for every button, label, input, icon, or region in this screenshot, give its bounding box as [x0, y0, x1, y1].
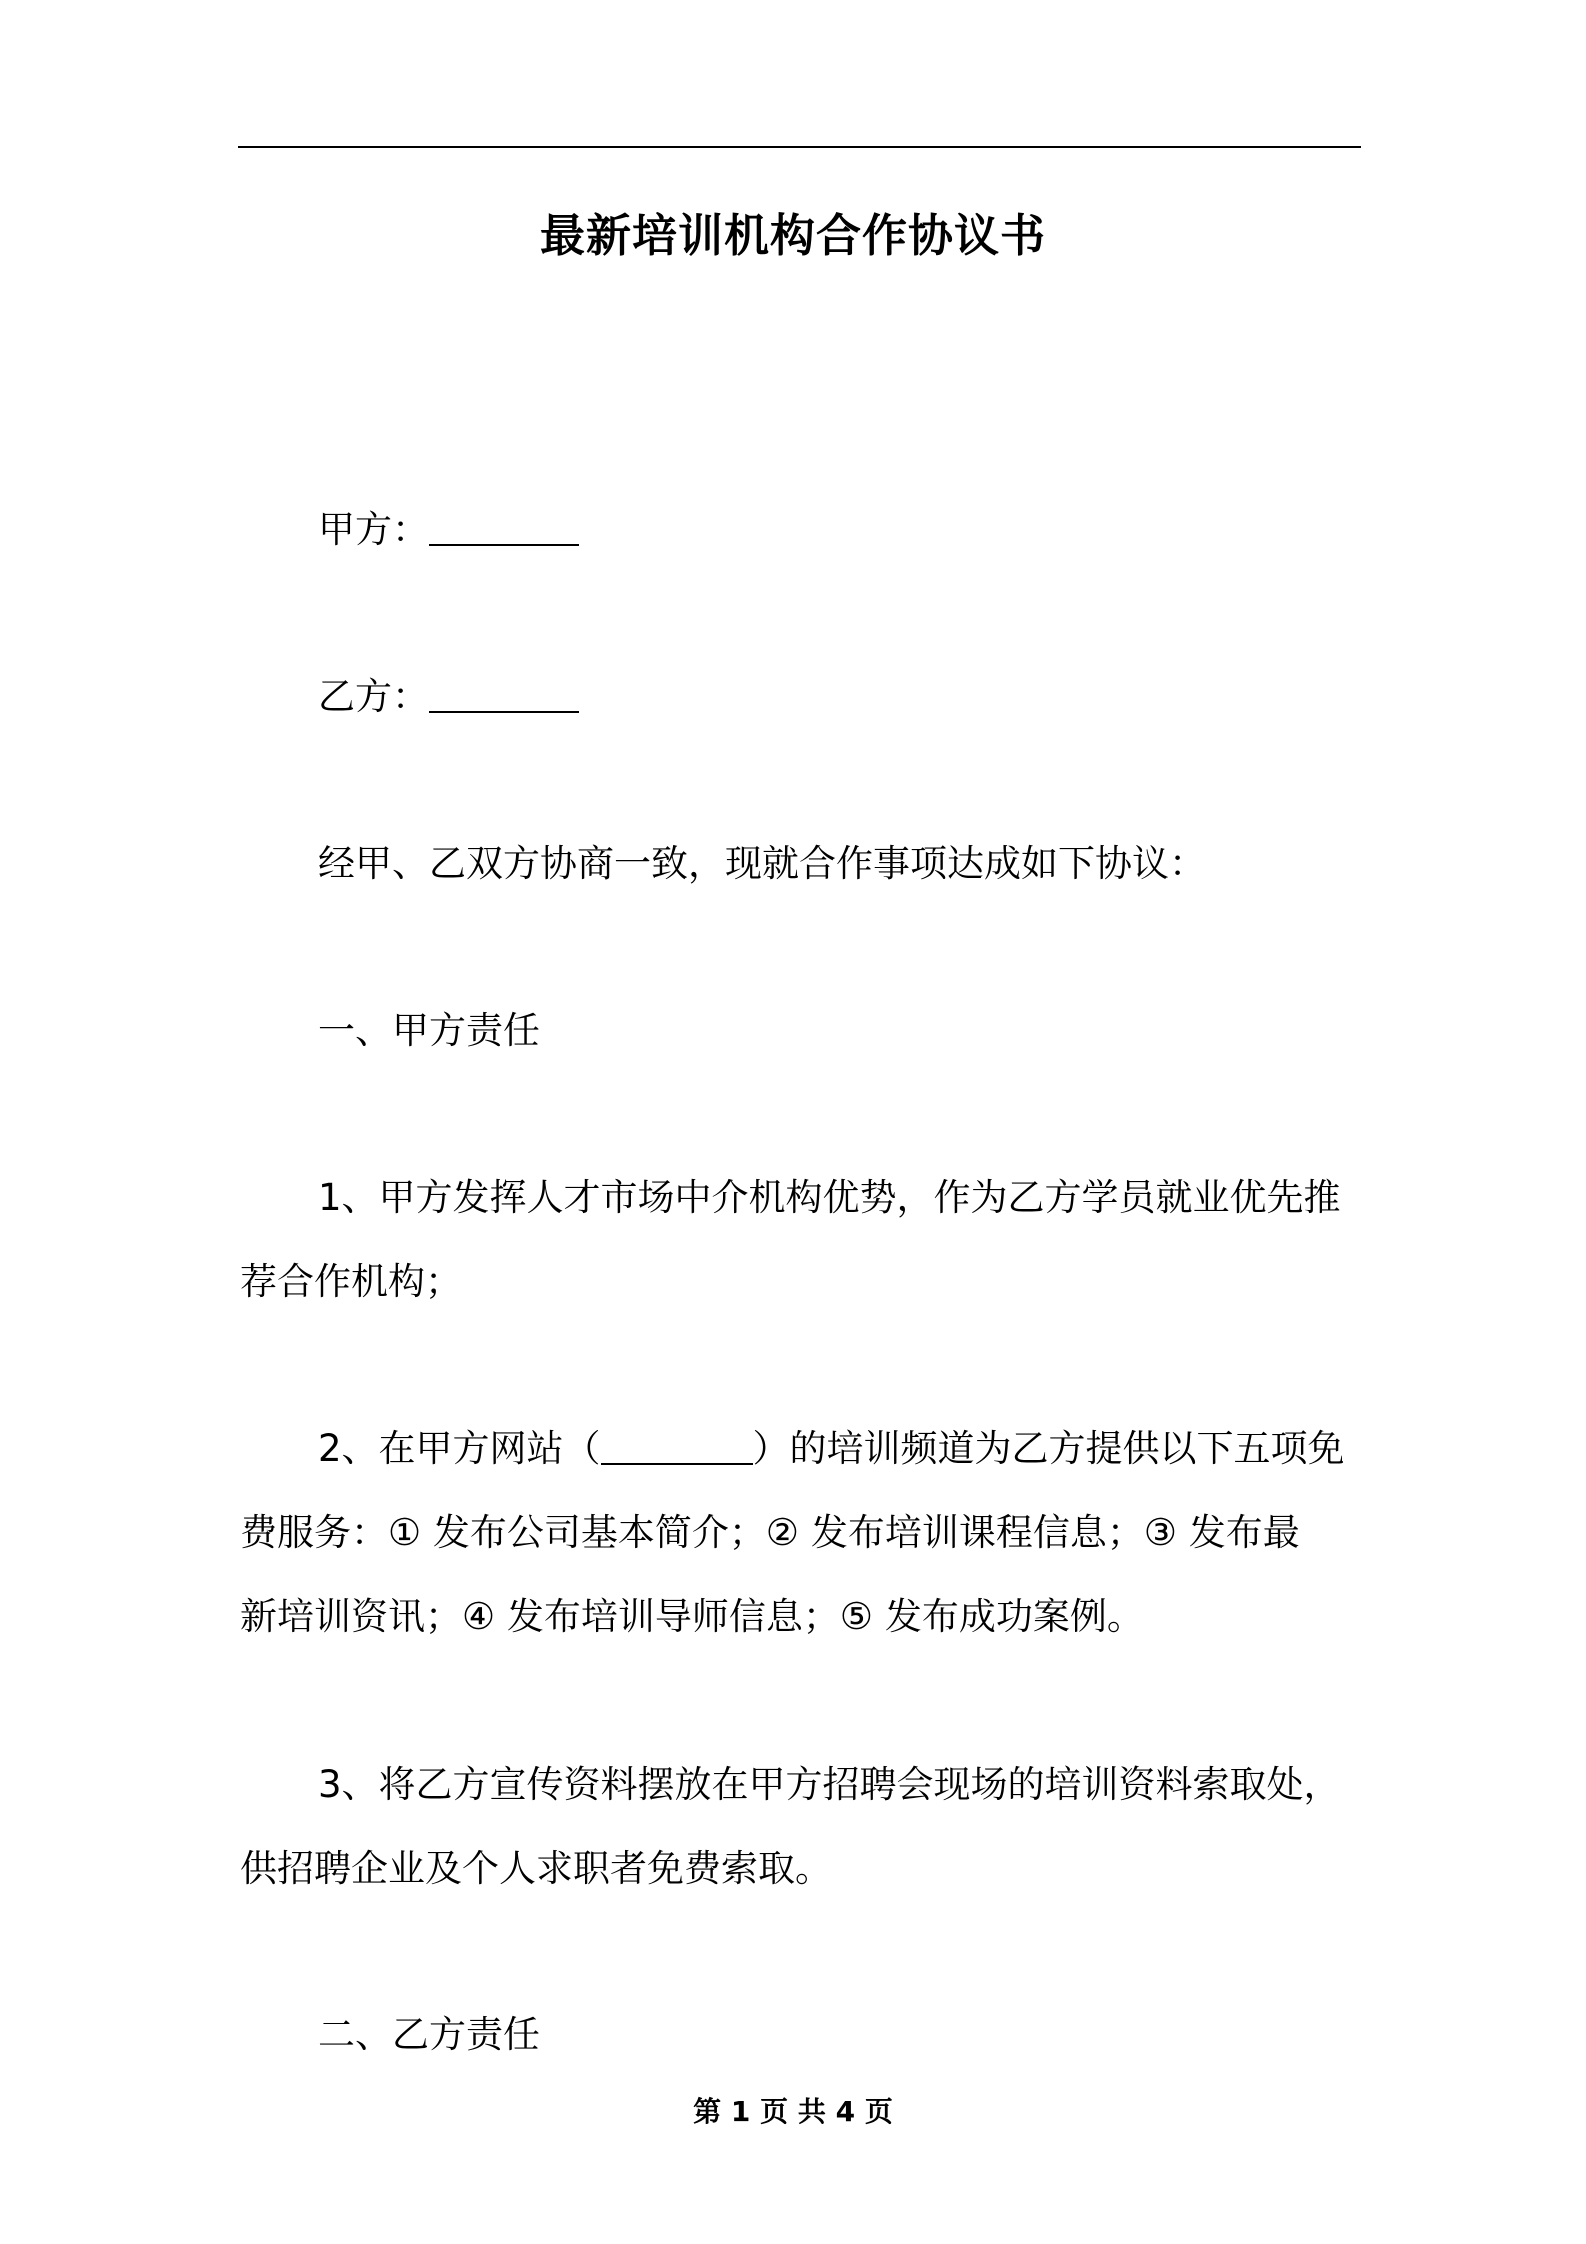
- website-blank[interactable]: [601, 1427, 753, 1465]
- party-a-line: [318, 506, 579, 554]
- intro-paragraph: 经甲、乙双方协商一致，现就合作事项达成如下协议：: [318, 842, 1206, 885]
- section-1-heading: 一、甲方责任: [318, 1009, 540, 1052]
- party-b-label: 乙方：: [318, 675, 429, 718]
- party-b-blank[interactable]: [429, 675, 579, 713]
- item-1-line-2: 荐合作机构；: [240, 1260, 462, 1303]
- item-2-line-1: [318, 1425, 1345, 1473]
- header-rule: [238, 146, 1361, 148]
- party-b-line: [318, 673, 579, 721]
- item-2-prefix: 2、在甲方网站（: [318, 1427, 601, 1470]
- document-title: 最新培训机构合作协议书: [539, 209, 1046, 262]
- section-2-heading: 二、乙方责任: [318, 2013, 540, 2056]
- item-2-line-2: 费服务：① 发布公司基本简介；② 发布培训课程信息；③ 发布最: [240, 1511, 1300, 1554]
- item-1-line-1: 1、甲方发挥人才市场中介机构优势，作为乙方学员就业优先推: [318, 1176, 1341, 1219]
- party-a-blank[interactable]: [429, 508, 579, 546]
- party-a-label: 甲方：: [318, 508, 429, 551]
- page-footer: 第 1 页 共 4 页: [693, 2095, 893, 2128]
- item-2-line-3: 新培训资讯；④ 发布培训导师信息；⑤ 发布成功案例。: [240, 1595, 1144, 1638]
- item-3-line-1: 3、将乙方宣传资料摆放在甲方招聘会现场的培训资料索取处，: [318, 1763, 1341, 1806]
- item-3-line-2: 供招聘企业及个人求职者免费索取。: [240, 1847, 832, 1890]
- item-2-suffix: ）的培训频道为乙方提供以下五项免: [752, 1427, 1345, 1470]
